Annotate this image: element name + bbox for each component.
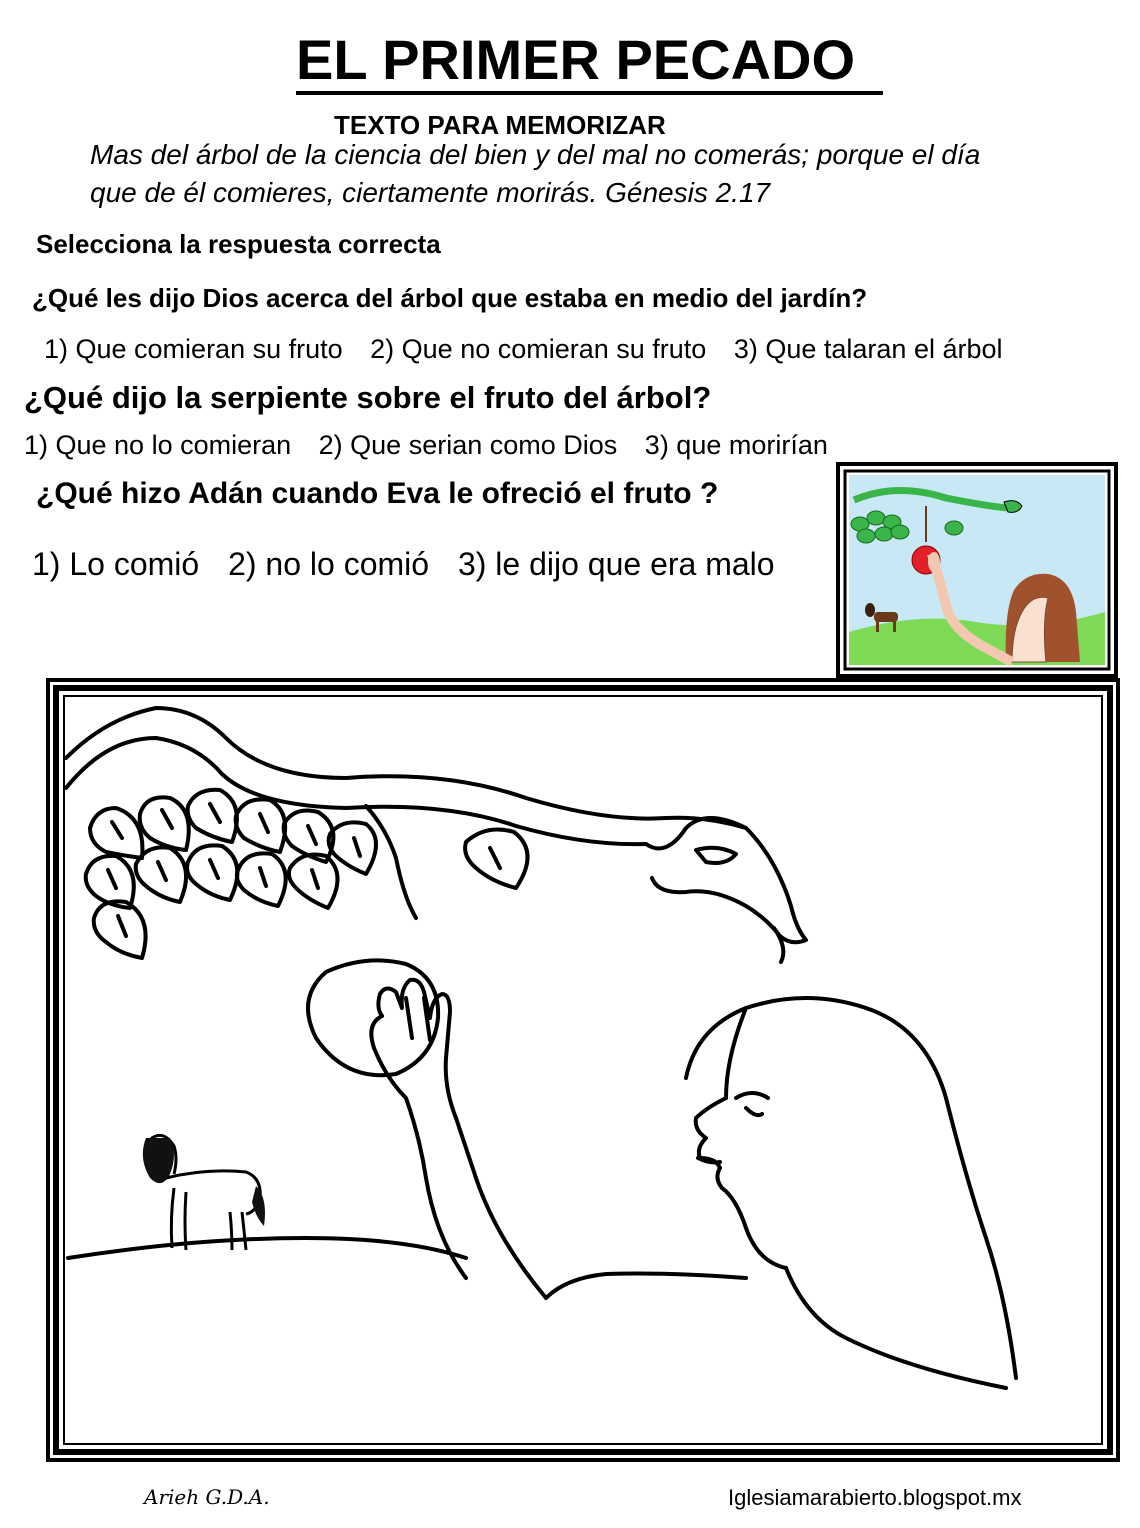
- memory-verse: [90, 136, 1090, 212]
- memory-verse-line-2: que de él comieres, ciertamente morirás. Génesis 2.17: [90, 177, 771, 208]
- instruction-text: Selecciona la respuesta correcta: [36, 229, 441, 259]
- memory-verse-heading: TEXTO PARA MEMORIZAR: [334, 110, 666, 140]
- question-2-option-1[interactable]: 1) Que no lo comieran: [24, 430, 292, 460]
- question-1: ¿Qué les dijo Dios acerca del árbol que estaba en medio del jardín?: [32, 283, 868, 313]
- question-2-option-2[interactable]: 2) Que serian como Dios: [318, 430, 618, 460]
- question-1-options: [44, 332, 1023, 366]
- question-2-option-3[interactable]: 3) que morirían: [644, 430, 828, 460]
- memory-verse-line-1: Mas del árbol de la ciencia del bien y del mal no comerás; porque el día: [90, 139, 981, 170]
- question-3: ¿Qué hizo Adán cuando Eva le ofreció el fruto ?: [36, 477, 719, 510]
- question-3-option-1[interactable]: 1) Lo comió: [32, 546, 200, 582]
- coloring-illustration: [46, 678, 1120, 1462]
- question-3-options: [32, 544, 795, 584]
- question-1-option-2[interactable]: 2) Que no comieran su fruto: [370, 334, 707, 364]
- page-title: EL PRIMER PECADO: [0, 28, 1140, 95]
- question-2: ¿Qué dijo la serpiente sobre el fruto del árbol?: [24, 380, 712, 415]
- website-link[interactable]: Iglesiamarabierto.blogspot.mx: [728, 1485, 1022, 1510]
- question-2-options: [24, 428, 848, 462]
- question-3-option-3[interactable]: 3) le dijo que era malo: [457, 546, 775, 582]
- reference-illustration: [836, 462, 1118, 678]
- question-1-option-1[interactable]: 1) Que comieran su fruto: [44, 334, 343, 364]
- author-signature: Arieh G.D.A.: [144, 1485, 270, 1509]
- question-3-option-2[interactable]: 2) no lo comió: [228, 546, 430, 582]
- question-1-option-3[interactable]: 3) Que talaran el árbol: [733, 334, 1003, 364]
